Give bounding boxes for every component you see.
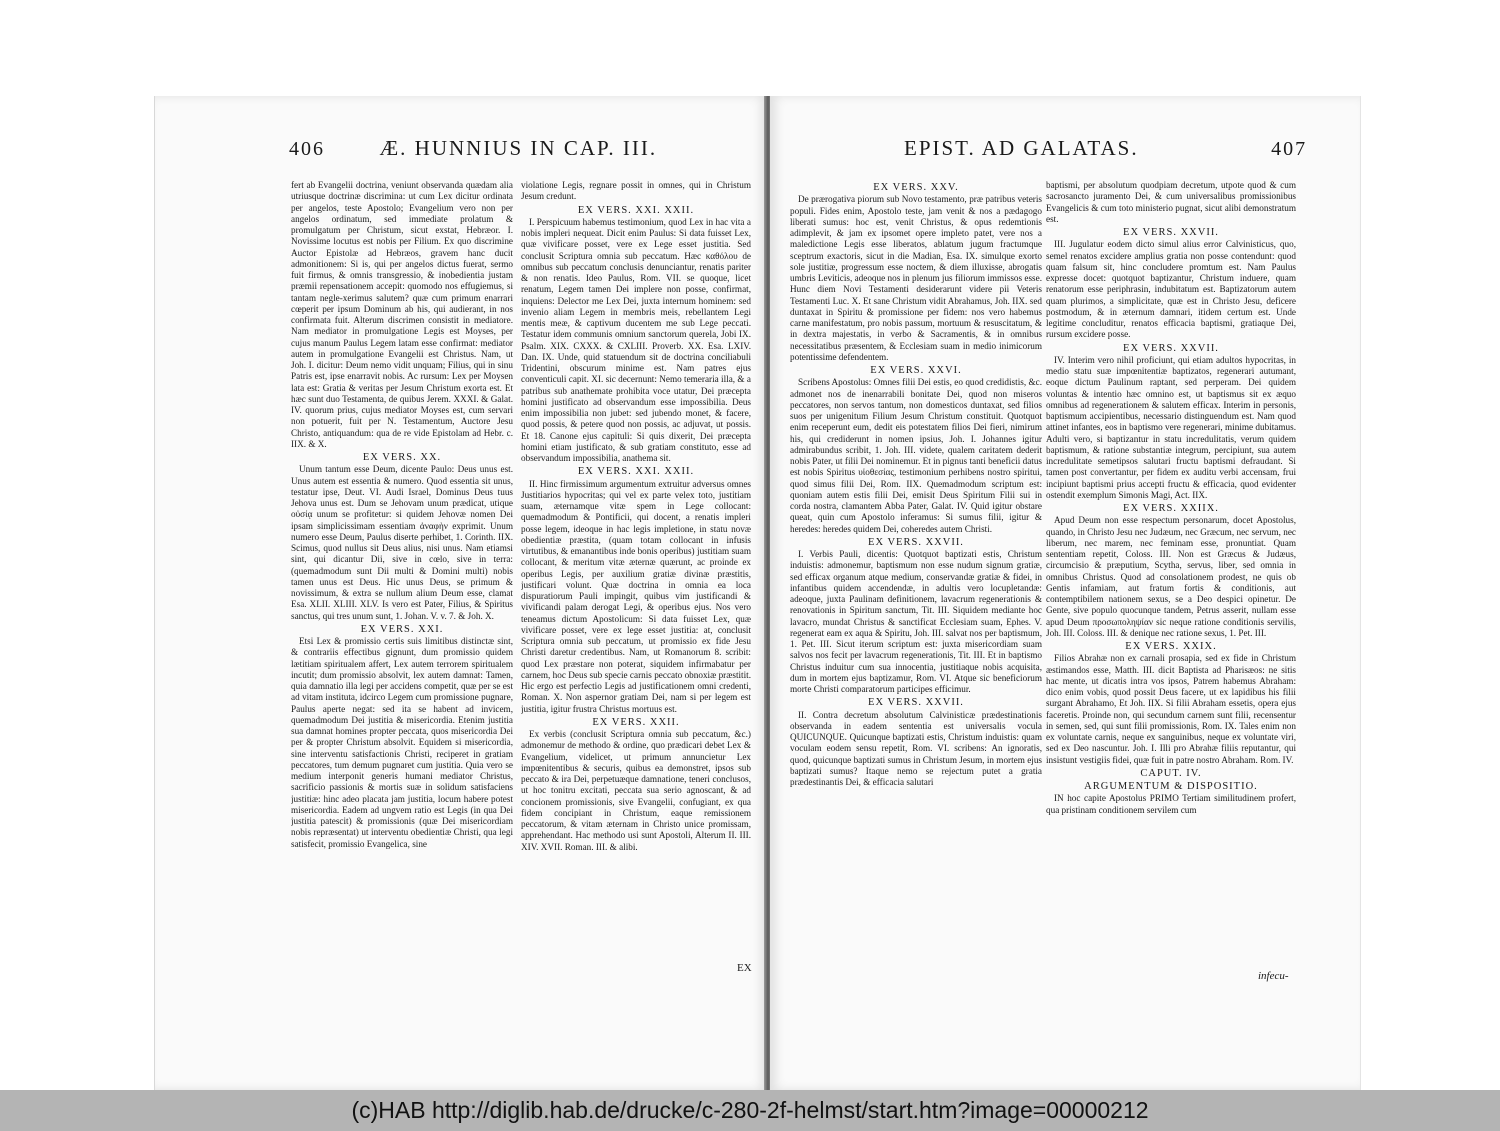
right-page [770,96,1361,1090]
paragraph: Etsi Lex & promissio certis suis limitibus distinctæ sint, & contrariis effectibus gignunt, dum promissio quidem lætitiam spiritualem affert, Lex autem terrorem spiritualem incutit; dum promissio absolvit, lex autem damnat: Tamen, quia damnatio illa legi per accidens competit, quæ per se est ad vitam instituta, idcirco Legem cum promissione pugnare, Paulus aperte negat: sed ita se habent ad invicem, quemadmodum Dei justitia & misericordia. Etenim justitia sua damnat homines propter peccata, quos misericordia Dei per & propter Christum absolvit. Equidem si misericordia, sine interventu satisfactionis Christi, reciperet in gratiam peccatores, tum demum pugnaret cum justitia. Quia vero se medium interponit generis humani mediator Christus, sacrificio passionis & mortis suæ in solidum satisfaciens justitiæ: hinc adeo placata jam justitia, locum habere potest misericordia. Eadem ad ungvem ratio est Legis (in qua Dei justitia patescit) & promissionis (quæ Dei misericordiam nobis repræsentat) ut interventu obedientiæ Christi, qua legi satisfecit, promissio Evangelica, sine [291,636,513,849]
right-column-1 [790,180,1042,788]
verse-heading: EX VERS. XXV. [873,182,959,193]
right-head-title: EPIST. AD GALATAS. [904,136,1139,160]
verse-heading: EX VERS. XXVII. [868,697,964,709]
paragraph: Filios Abrahæ non ex carnali prosapia, sed ex fide in Christum æstimandos esse, Matth. III. dicit Baptista ad Pharisæos: ne sitis hac mente, ut dicatis intra vos ipsos, Patrem habemus Abraham: dico enim vobis, quod possit Deus facere, ut ex lapidibus his filii surgant Abrahamo, Et Joh. IIX. Si filii Abraham essetis, opera ejus faceretis. Proinde non, qui secundum carnem sunt filii, recensentur in semen, sed, qui sunt filii promissionis, Rom. IX. Tales enim non ex voluntate carnis, neque ex sanguinibus, neque ex voluntate viri, sed ex Deo nascuntur. Joh. I. Illi pro Abrahæ filiis reputantur, qui insistunt vestigiis fidei, quæ fuit in patre nostro Abraham. Rom. IV. [1046,653,1296,765]
verse-heading: EX VERS. XXIIX. [1123,503,1219,514]
paragraph: Unum tantum esse Deum, dicente Paulo: Deus unus est. Unus autem est essentia & numero. Quod essentia sit unus, testatur ipse, Deut. VI. Audi Israel, Dominus Deus tuus Jehova unus est. Dum se Jehovam unum prædicat, utique οὐσίᾳ unum se profitetur: si quidem Jehovæ nomen Dei ipsam simplicissimam essentiam ἀναφὴν exprimit. Unum numero esse Deum, Paulus diserte perhibet, 1. Corinth. IIX. Scimus, quod nullus sit Deus alius, nisi unus. Nam etiamsi sint, qui dicantur Dii, sive in cœlo, sive in terra: (quemadmodum sunt Dii multi & Domini multi) nobis tamen unus est Deus. Hic unus Deus, se primum & novissimum, & extra se nullum alium Deum esse, clamat Esa. XLII. XLIII. XLV. Is vero est Pater, Filius, & Spiritus sanctus, qui tres unum sunt, 1. Johan. V. v. 7. & Joh. X. [291,464,513,621]
footer-text: (c)HAB http://diglib.hab.de/drucke/c-280-2f-helmst/start.htm?image=00000212 [351,1097,1149,1123]
right-page-number: 407 [1271,138,1308,160]
verse-heading: EX VERS. XXI. [360,623,444,635]
paragraph: I. Perspicuum habemus testimonium, quod Lex in hac vita a nobis impleri nequeat. Dicit enim Paulus: Si data fuisset Lex, quæ vivificare posset, vere ex Lege esset justitia. Sed conclusit Scriptura omnia sub peccatum. Hæc καθόλου de omnibus sub peccatum conclusis denunciantur, renatis pariter & non renatis. Ideo Paulus, Rom. VII. se quoque, licet renatum, Legem tamen Dei implere non posse, confirmat, inquiens: Delector me Lex Dei, juxta internum hominem: sed invenio aliam Legem in membris meis, rebellantem Legi mentis meæ, & captivum ducentem me sub Lege peccati. Testatur idem communis omnium sanctorum querela, Jobi IX. Psalm. XIX. CXXX. & CXLIII. Proverb. XX. Esa. LXIV. Dan. IX. Unde, quid statuendum sit de doctrina conciliabuli Tridentini, obscurum minime est. Nam patres ejus conventiculi capit. XI. sic decernunt: Nemo temeraria illa, & a patribus sub anathemate prohibita voce utatur, Dei præcepta homini justificato ad observandum esse impossibilia. Deus enim impossibilia non jubet: sed jubendo monet, & facere, quod possis, & petere quod non possis, ac adjuvat, ut possis. Et 18. Canone ejus capituli: Si quis dixerit, Dei præcepta homini etiam justificato, & sub gratiam constituto, esse ad observandum impossibilia, anathema sit. [521,216,751,463]
verse-heading: EX VERS. XXI. XXII. [577,204,695,216]
left-running-head [289,136,657,161]
verse-heading: EX VERS. XXII. [592,716,680,728]
paragraph: I. Verbis Pauli, dicentis: Quotquot baptizati estis, Christum induistis: admonemur, baptismum non esse nudum signum gratiæ, sed efficax organum atque medium, conservandæ gratiæ & fidei, in infantibus quidem accendendæ, in adultis vero locupletandæ: adeoque, juxta Paulinam definitionem, lavacrum regenerationis & renovationis in Spiritum sanctum, Tit. III. Siquidem mediante hoc lavacro, mundat Christus & sanctificat Ecclesiam suam, Ephes. V. regenerat eam ex aqua & Spiritu, Joh. III. salvat nos per baptismum, 1. Pet. III. Sicut iterum scriptum est: juxta misericordiam suam salvos nos fecit per lavacrum regenerationis, Tit. III. Et in baptismo Christus induitur cum sua innocentia, justitiaque nobis acquisita, dum in mortem ejus baptizamur, Rom. VI. Atque sic beneficiorum morte Christi comparatorum participes efficimur. [790,549,1042,694]
paragraph: II. Contra decretum absolutum Calvinisticæ prædestinationis observanda in eadem sententia est universalis vocula QUICUNQUE. Quicunque baptizati estis, Christum induistis: quam voculam eodem sensu repetit, Rom. VI. scribens: An ignoratis, quod, quicunque baptizati sumus in Christum Jesum, in mortem ejus baptizati sumus? Itaque nemo se rejectum putet a gratia prædestinantis Dei, & efficacia salutari [790,709,1042,787]
paragraph: Scribens Apostolus: Omnes filii Dei estis, eo quod credidistis, &c. admonet nos de inenarrabili bonitate Dei, quod non miseros peccatores, non servos tantum, non domesticos duntaxat, sed filios suos per unigenitum Filium Jesum Christum constituit. Quotquot enim receperunt eum, dedit eis potestatem filios Dei fieri, nimirum his, qui crediderunt in nomen ipsius, Joh. I. Johannes igitur admirabundus scribit, 1. Joh. III. videte, qualem caritatem dederit nobis Pater, ut filii Dei nominemur. Et in pignus tanti beneficii datus est nobis Spiritus υἱοθεσίας, testimonium perhibens nostro spiritui, quod simus filii Dei, Rom. IIX. Quemadmodum scriptum est: quoniam autem estis filii Dei, emisit Deus Spiritum Filii sui in corda nostra, clamantem Abba Pater, Galat. IV. Quid igitur obstare queat, quin cum Apostolo inferamus: Si sumus filii, igitur & heredes: heredes quidem Dei, coheredes autem Christi. [790,377,1042,534]
verse-heading: EX VERS. XX. [362,452,442,463]
copyright-footer [0,1090,1500,1131]
right-catchword: infecu- [1258,970,1289,982]
left-head-title: Æ. HUNNIUS IN CAP. III. [379,136,658,160]
verse-heading: EX VERS. XXVII. [868,536,964,548]
verse-heading: EX VERS. XXVI. [870,365,962,376]
paragraph: fert ab Evangelii doctrina, veniunt observanda quædam alia utriusque doctrinæ discrimina: ut cum Lex dicitur ordinata per angelos, teste Apostolo; Evangelium vero non per angelos ordinatum, sed immediate prolatum & promulgatum per Christum, sicut exstat, Hebræor. I. Novissime locutus est nobis per Filium. Ex quo discrimine Auctor Epistolæ ad Hebræos, gravem hanc ducit admonitionem: Si is, qui per angelos dictus fuerat, sermo fuit firmus, & omnis transgressio, & inobedientia justam præmii repensationem accepit: quomodo nos effugiemus, si tantam negle-xerimus salutem? quæ cum primum enarrari cœperit per ipsum Dominum ab his, qui audierant, in nos confirmata fuit. Alterum discrimen consistit in mediatore. Nam mediator in promulgatione Legis est Moyses, per cujus manum Paulus Legem latam esse confirmat: mediator autem in promulgatione Evangelii est Christus. Nam, ut Joh. I. dicitur: Deum nemo vidit unquam; Filius, qui in sinu Patris est, ipse enarravit nobis. Ac rursum: Lex per Moysen lata est: Gratia & veritas per Jesum Christum exorta est. Et hæc sunt duo Testamenta, de quibus Jerem. XXXI. & Galat. IV. quorum prius, cujus mediator Moyses est, cum servari non potuerit, fuit per N. Testamentum, Auctore Jesu Christo, antiquandum: qua de re vide Epistolam ad Hebr. c. IIX. & X. [291,180,513,449]
left-column-1 [291,180,513,850]
left-page-number: 406 [289,138,325,160]
paragraph: Ex verbis (conclusit Scriptura omnia sub peccatum, &c.) admonemur de methodo & ordine, quo prædicari debet Lex & Evangelium, videlicet, ut primum annuncietur Lex impœnitentibus & securis, quibus ea demonstret, ipsos sub peccato & ira Dei, perpetuæque damnatione, teneri conclusos, ut hoc tonitru excitati, peccata sua serio agnoscant, & ad concionem promissionis, sive Evangelii, confugiant, ex qua fidem concipiant in Christum, eaque remissionem peccatorum, & vitam æternam in Christo unice promissam, apprehendant. Hac methodo usi sunt Apostoli, Alterum II. III. XIV. XVII. Roman. III. & alibi. [521,729,751,852]
paragraph: IV. Interim vero nihil proficiunt, qui etiam adultos hypocritas, in medio statu suæ impœnitentiæ baptizatos, regenerari autumant, eoque dictum Paulinum raptant, sed perperam. Dei quidem voluntas & intentio hæc omnino est, ut baptismus sit ex æquo omnibus ad regenerationem & salutem efficax. Interim in personis, baptismum accipientibus, necessario distinguendum est. Nam quod attinet infantes, eos in baptismo vere regenerari, minime dubitamus. Adulti vero, si baptizantur in statu incredulitatis, verum quidem baptismum, & ratione substantiæ integrum, percipiunt, sua autem incredulitate semetipsos salutari fructu baptismi defraudant. Si tamen post convertantur, per fidem ex auditu verbi accensam, frui incipiunt baptismi prius accepti fructu & efficacia, quod evidenter ostendit exemplum Simonis Magi, Act. IIX. [1046,354,1296,500]
paragraph: II. Hinc firmissimum argumentum extruitur adversus omnes Justitiarios hypocritas; qui vel ex parte velex toto, justitiam suam, æternamque vitæ spem in Lege collocant: quemadmodum & Pontificii, qui docent, a renatis impleri posse legem, ideoque in hac legis impletione, in statu novæ obedientiæ præstita, (quam totam collocant in infusis virtutibus, & emanantibus inde bonis operibus) justitiam suam collocant, & meritum vitæ æternæ quærunt, ac proinde ex operibus Legis, per auxilium gratiæ divinæ præstitis, justificari volunt. Quæ doctrina in omnia ea loca dispuratiorum Pauli impingit, quibus vim justificandi & vivificandi palam derogat Legi, & operibus ejus. Nos vero teneamus dictum Apostolicum: Si data fuisset Lex, quæ vivificare posset, vere ex lege esset justitia: at, conclusit Scriptura omnia sub peccatum, ut promissio ex fide Jesu Christi daretur credentibus. Nam, ut Romanorum 8. scribit: quod Lex præstare non poterat, siquidem infirmabatur per carnem, hoc Deus sub specie carnis peccato obnoxiæ præstitit. Hic ergo est perfectio Legis ad justificationem omni credenti, Roman. X. Non aspernor gratiam Dei, nam si per legem est justitia, igitur frustra Christus mortuus est. [521,478,751,714]
verse-heading: EX VERS. XXI. XXII. [577,466,695,478]
verse-heading: EX VERS. XXVII. [1123,227,1219,238]
verse-heading: EX VERS. XXIX. [1125,641,1217,652]
paragraph: Apud Deum non esse respectum personarum, docet Apostolus, quando, in Christo Jesu nec Judæum, nec Græcum, nec servum, nec liberum, nec marem, nec feminam esse, pronuntiat. Quam sententiam repetit, Coloss. III. Non est Græcus & Judæus, circumcisio & præputium, Scytha, servus, liber, sed omnia in omnibus Christus. Quod ad consolationem prodest, ne quis ob Gentis infamiam, aut fratum fortis & conditionis, aut contemptibilem nationem sexus, se a Deo despici opinetur. De Gente, sive populo quocunque tandem, Petrus asserit, nullam esse apud Deum προσωποληψίαν sic neque ratione conditionis servilis, Joh. III. Coloss. III. & denique nec ratione sexus, 1. Pet. III. [1046,515,1296,638]
verse-heading: ARGUMENTUM & DISPOSITIO. [1084,781,1258,792]
right-column-2 [1046,180,1296,816]
left-column-2 [521,180,751,853]
right-running-head [904,136,1307,161]
verse-heading: CAPUT. IV. [1140,767,1202,779]
left-page [154,96,767,1090]
paragraph: De prærogativa piorum sub Novo testamento, præ patribus veteris populi. Fides enim, Apostolo teste, jam venit & nos a pædagogo liberati sumus: hoc est, venit Christus, & opus redemtionis adimplevit, & jam ex ipsomet opere impleto patet, vere nos a maledictione Legis esse liberatos, ablatum jugum fractumque sceptrum exactoris, sicut in die Madian, Esa. IX. simulque exorto sole justitiæ, progressum esse noctem, & diem illuxisse, abrogatis umbris Leviticis, adeoque nos in plenum jus filiorum immissos esse. Hunc diem Novi Testamenti desiderarunt videre pii Veteris Testamenti Luc. X. Et sane Christum vidit Abrahamus, Joh. IIX. sed duntaxat in Spiritu & promissione per fidem: nos vero habemus carne manifestatum, pro nobis passum, mortuum & resuscitatum, & in dextra majestatis, in verbo & Sacramentis, & in omnibus necessitatibus præsentem, & Ecclesiam suam in medio inimicorum potentissime defendentem. [790,194,1042,362]
paragraph: III. Jugulatur eodem dicto simul alius error Calvinisticus, quo, semel renatos excidere amplius gratia non posse contendunt: quod quam falsum sit, hinc concludere promtum est. Nam Paulus expresse docet: quotquot baptizantur, Christum induere, quam renatorum esse periphrasin, indubitatum est. Baptizatorum autem quam plurimos, a simplicitate, quæ est in Christo Jesu, deficere postmodum, & in æternum damnari, itidem certum est. Unde legitime concluditur, renatos efficacia baptismi, gratiaque Dei, rursum excidere posse. [1046,239,1296,340]
verse-heading: EX VERS. XXVII. [1123,342,1219,354]
paragraph: baptismi, per absolutum quodpiam decretum, utpote quod & cum sacrosancto juramento Dei, & cum universalibus promissionibus Evangelicis & cum toto ministerio pugnat, sicut alibi demonstratum est. [1046,180,1296,224]
paragraph: IN hoc capite Apostolus PRIMO Tertiam similitudinem profert, qua pristinam conditionem servilem cum [1046,793,1296,815]
paragraph: violatione Legis, regnare possit in omnes, qui in Christum Jesum credunt. [521,180,751,202]
left-catchword: EX [737,962,752,974]
